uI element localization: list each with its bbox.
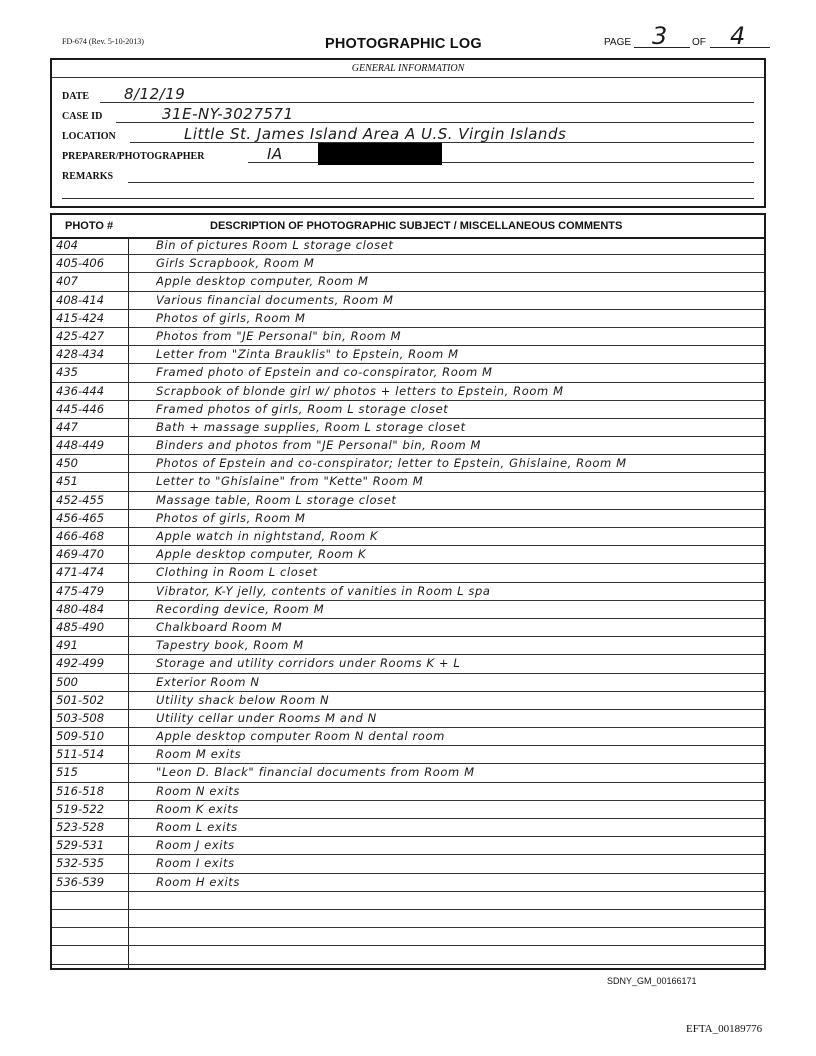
description-cell[interactable]: Photos from "JE Personal" bin, Room M	[156, 328, 402, 343]
photo-number-cell[interactable]: 485-490	[56, 619, 105, 634]
description-cell[interactable]: Apple watch in nightstand, Room K	[156, 529, 379, 543]
photo-number-cell[interactable]: 480-484	[56, 601, 105, 616]
date-label: DATE	[62, 91, 90, 102]
description-cell[interactable]: Framed photos of girls, Room L storage closet	[156, 401, 449, 416]
description-cell[interactable]: Utility cellar under Rooms M and N	[156, 710, 377, 725]
table-row	[52, 710, 764, 728]
date-line	[100, 102, 754, 103]
table-header	[52, 215, 764, 239]
photo-number-cell[interactable]: 466-468	[56, 529, 105, 543]
photo-number-cell[interactable]: 428-434	[56, 347, 105, 362]
description-cell[interactable]: Chalkboard Room M	[156, 619, 283, 634]
form-number: FD-674 (Rev. 5-10-2013)	[62, 37, 144, 46]
description-cell[interactable]: Apple desktop computer Room N dental room	[156, 729, 445, 744]
table-row	[52, 292, 764, 310]
table-row	[52, 310, 764, 328]
page-title: PHOTOGRAPHIC LOG	[325, 36, 482, 52]
photo-number-cell[interactable]: 448-449	[56, 438, 105, 453]
remarks-extra-line	[62, 198, 754, 199]
description-cell[interactable]: Room H exits	[156, 874, 240, 889]
remarks-label: REMARKS	[62, 171, 114, 182]
description-cell[interactable]: Apple desktop computer, Room K	[156, 547, 367, 562]
table-row	[52, 746, 764, 764]
description-cell[interactable]: Room L exits	[156, 820, 238, 834]
photo-number-cell[interactable]: 451	[56, 474, 78, 489]
redaction-block	[318, 143, 442, 165]
table-row	[52, 473, 764, 491]
photo-number-cell[interactable]: 469-470	[56, 547, 105, 562]
description-cell[interactable]: "Leon D. Black" financial documents from Room M	[156, 765, 475, 780]
description-cell[interactable]: Girls Scrapbook, Room M	[156, 256, 315, 271]
photo-number-cell[interactable]: 503-508	[56, 710, 105, 725]
date-field[interactable]: 8/12/19	[124, 85, 186, 103]
general-information-heading: GENERAL INFORMATION	[351, 63, 465, 74]
table-row	[52, 946, 764, 964]
page-total: 4	[730, 22, 746, 50]
photo-number-cell[interactable]: 452-455	[56, 492, 105, 507]
description-cell[interactable]: Binders and photos from "JE Personal" bin, Room M	[156, 438, 482, 453]
table-row	[52, 273, 764, 291]
location-label: LOCATION	[62, 131, 116, 142]
photo-number-cell[interactable]: 447	[56, 419, 78, 434]
table-row	[52, 328, 764, 346]
photo-number-cell[interactable]: 529-531	[56, 838, 105, 853]
photo-number-cell[interactable]: 415-424	[56, 310, 105, 325]
description-cell[interactable]: Bath + massage supplies, Room L storage closet	[156, 419, 466, 434]
table-row	[52, 619, 764, 637]
description-cell[interactable]: Apple desktop computer, Room M	[156, 274, 369, 289]
location-field[interactable]: Little St. James Island Area A U.S. Virgin Islands	[184, 125, 567, 143]
table-row	[52, 583, 764, 601]
photo-number-cell[interactable]: 532-535	[56, 856, 105, 871]
bates-number: SDNY_GM_00166171	[607, 976, 697, 986]
case-id-label: CASE ID	[62, 111, 103, 122]
photo-number-cell[interactable]: 501-502	[56, 692, 105, 707]
page-number: 3	[652, 22, 668, 50]
description-cell[interactable]: Storage and utility corridors under Rooms K + L	[156, 656, 461, 671]
table-row	[52, 419, 764, 437]
of-label: OF	[692, 37, 706, 48]
table-row	[52, 819, 764, 837]
description-cell[interactable]: Clothing in Room L closet	[156, 565, 318, 580]
photo-number-header: PHOTO #	[65, 220, 114, 232]
table-row	[52, 437, 764, 455]
table-row	[52, 837, 764, 855]
date-row	[62, 85, 754, 103]
description-cell[interactable]: Bin of pictures Room L storage closet	[156, 238, 394, 252]
case-id-field[interactable]: 31E-NY-3027571	[162, 105, 294, 123]
description-cell[interactable]: Room J exits	[156, 838, 235, 853]
photo-number-cell[interactable]: 491	[56, 638, 78, 653]
description-cell[interactable]: Exterior Room N	[156, 674, 260, 689]
table-row	[52, 801, 764, 819]
table-row	[52, 492, 764, 510]
photo-number-cell[interactable]: 519-522	[56, 801, 105, 816]
table-row	[52, 783, 764, 801]
description-header: DESCRIPTION OF PHOTOGRAPHIC SUBJECT / MISCELLANEOUS COMMENTS	[210, 220, 623, 232]
photo-number-cell[interactable]: 450	[56, 456, 78, 471]
description-cell[interactable]: Various financial documents, Room M	[156, 292, 394, 307]
efta-number: EFTA_00189776	[686, 1023, 763, 1035]
table-row	[52, 564, 764, 582]
description-cell[interactable]: Letter to "Ghislaine" from "Kette" Room M	[156, 474, 424, 489]
table-row	[52, 855, 764, 873]
table-row	[52, 237, 764, 255]
table-row	[52, 928, 764, 946]
photo-number-cell[interactable]: 492-499	[56, 656, 105, 671]
description-cell[interactable]: Room M exits	[156, 747, 242, 762]
photo-log-table	[50, 213, 766, 970]
description-cell[interactable]: Recording device, Room M	[156, 601, 325, 616]
photo-number-cell[interactable]: 405-406	[56, 256, 105, 271]
photo-number-cell[interactable]: 516-518	[56, 783, 105, 798]
description-cell[interactable]: Letter from "Zinta Brauklis" to Epstein, Room M	[156, 347, 459, 362]
preparer-row	[62, 145, 754, 163]
remarks-row	[62, 165, 754, 183]
photo-number-cell[interactable]: 456-465	[56, 510, 105, 525]
page-label: PAGE	[604, 37, 632, 48]
photo-number-cell[interactable]: 445-446	[56, 401, 105, 416]
table-row	[52, 692, 764, 710]
location-row	[62, 125, 754, 143]
preparer-label: PREPARER/PHOTOGRAPHER	[62, 151, 205, 162]
table-body	[52, 237, 764, 965]
table-row	[52, 455, 764, 473]
remarks-line	[128, 182, 754, 183]
table-row	[52, 364, 764, 382]
photo-number-cell[interactable]: 435	[56, 365, 78, 380]
description-cell[interactable]: Vibrator, K-Y jelly, contents of vanities in Room L spa	[156, 583, 491, 598]
preparer-field[interactable]: IA	[267, 145, 283, 163]
table-row	[52, 637, 764, 655]
table-row	[52, 655, 764, 673]
table-row	[52, 892, 764, 910]
table-row	[52, 910, 764, 928]
photo-number-cell[interactable]: 436-444	[56, 383, 105, 398]
photo-number-cell[interactable]: 509-510	[56, 729, 105, 744]
table-row	[52, 546, 764, 564]
table-row	[52, 728, 764, 746]
table-row	[52, 874, 764, 892]
table-row	[52, 255, 764, 273]
description-cell[interactable]: Scrapbook of blonde girl w/ photos + letters to Epstein, Room M	[156, 383, 564, 398]
photo-number-cell[interactable]: 511-514	[56, 747, 105, 762]
table-row	[52, 764, 764, 782]
general-information-section	[50, 58, 766, 208]
photo-number-cell[interactable]: 536-539	[56, 874, 105, 889]
photo-number-cell[interactable]: 475-479	[56, 583, 105, 598]
description-cell[interactable]: Room I exits	[156, 856, 235, 871]
table-row	[52, 601, 764, 619]
description-cell[interactable]: Photos of girls, Room M	[156, 310, 306, 325]
description-cell[interactable]: Massage table, Room L storage closet	[156, 492, 397, 507]
table-row	[52, 528, 764, 546]
photo-number-cell[interactable]: 408-414	[56, 292, 105, 307]
table-row	[52, 383, 764, 401]
description-cell[interactable]: Framed photo of Epstein and co-conspirator, Room M	[156, 365, 493, 380]
description-cell[interactable]: Tapestry book, Room M	[156, 638, 304, 653]
photo-number-cell[interactable]: 515	[56, 765, 78, 780]
description-cell[interactable]: Photos of girls, Room M	[156, 510, 306, 525]
photo-number-cell[interactable]: 404	[56, 238, 78, 252]
table-row	[52, 346, 764, 364]
photo-number-cell[interactable]: 523-528	[56, 820, 105, 834]
photo-number-cell[interactable]: 471-474	[56, 565, 105, 580]
photo-number-cell[interactable]: 425-427	[56, 328, 105, 343]
table-row	[52, 674, 764, 692]
description-cell[interactable]: Room N exits	[156, 783, 240, 798]
table-row	[52, 401, 764, 419]
photo-number-cell[interactable]: 500	[56, 674, 78, 689]
description-cell[interactable]: Room K exits	[156, 801, 239, 816]
description-cell[interactable]: Utility shack below Room N	[156, 692, 330, 707]
page-indicator	[604, 22, 770, 50]
case-id-row	[62, 105, 754, 123]
photo-number-cell[interactable]: 407	[56, 274, 78, 289]
table-row	[52, 510, 764, 528]
heading-divider	[52, 77, 764, 78]
description-cell[interactable]: Photos of Epstein and co-conspirator; letter to Epstein, Ghislaine, Room M	[156, 456, 627, 471]
